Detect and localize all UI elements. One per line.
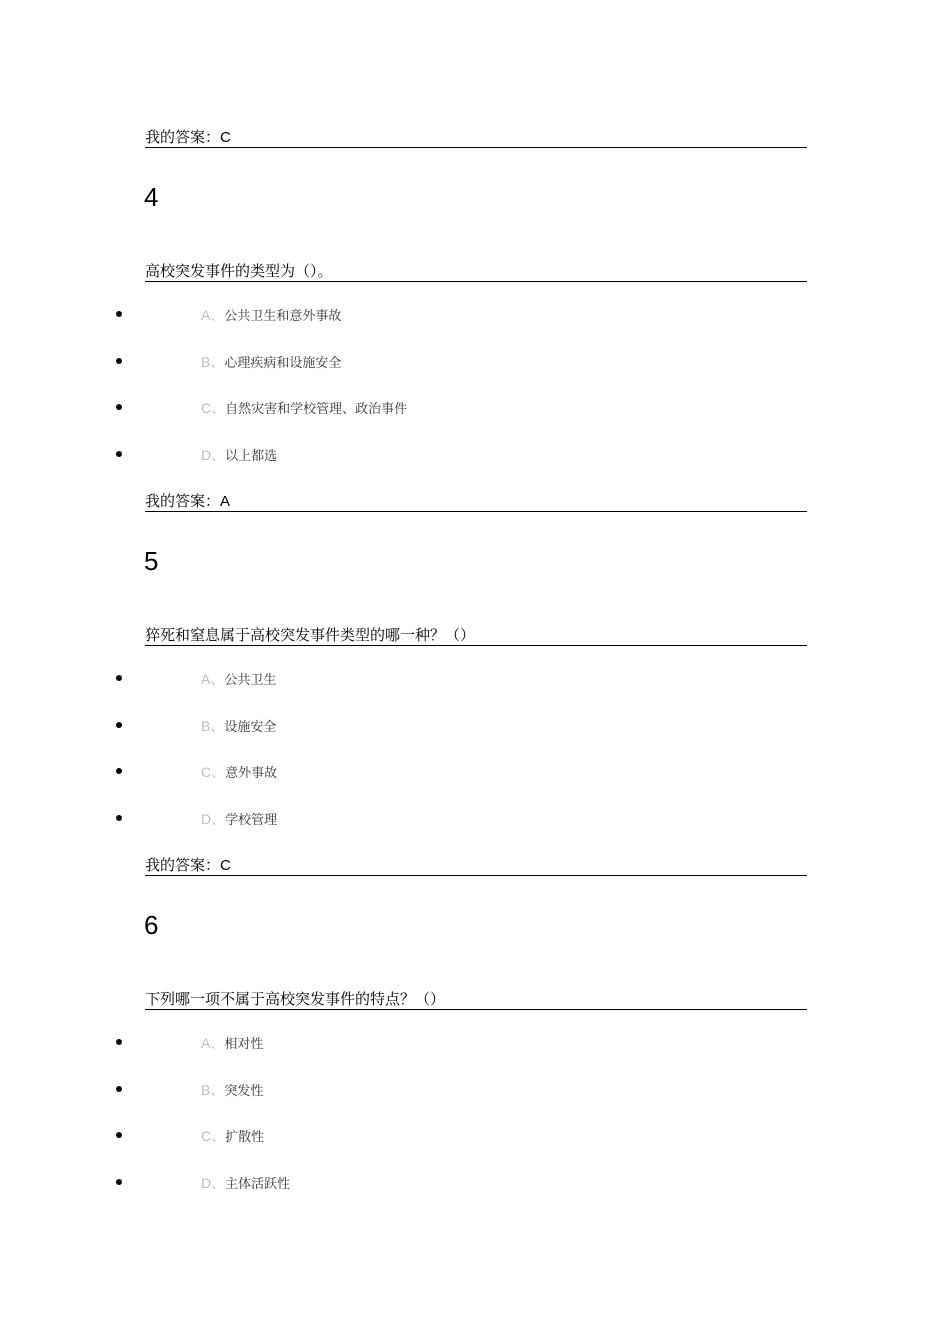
option-d[interactable]: D、学校管理: [0, 809, 950, 829]
option-letter: D: [201, 447, 212, 463]
option-label: 意外事故: [225, 766, 278, 781]
option-label: 设施安全: [224, 720, 277, 735]
question-text: 下列哪一项不属于高校突发事件的特点？（）: [145, 989, 807, 1010]
question-number: 4: [144, 182, 159, 212]
bullet-icon: [116, 675, 122, 681]
option-c[interactable]: C、扩散性: [0, 1126, 950, 1146]
option-a[interactable]: A、公共卫生: [0, 669, 950, 689]
bullet-icon: [116, 1039, 122, 1045]
my-answer-value: A: [220, 493, 231, 510]
my-answer-label: 我的答案：: [145, 492, 221, 510]
my-answer-value: C: [220, 129, 231, 146]
option-b[interactable]: B、突发性: [0, 1080, 950, 1100]
bullet-icon: [116, 1086, 122, 1092]
bullet-icon: [116, 404, 122, 410]
option-label: 自然灾害和学校管理、政治事件: [225, 402, 408, 417]
my-answer-value: C: [220, 857, 231, 874]
bullet-icon: [116, 1179, 122, 1185]
option-letter: A: [201, 671, 211, 687]
option-label: 突发性: [224, 1084, 264, 1099]
option-letter: B: [201, 1082, 211, 1098]
option-letter: D: [201, 811, 212, 827]
option-label: 公共卫生和意外事故: [224, 309, 342, 324]
option-b[interactable]: B、设施安全: [0, 716, 950, 736]
my-answer-label: 我的答案：: [145, 856, 221, 874]
option-letter: C: [201, 1128, 212, 1144]
option-label: 相对性: [224, 1037, 264, 1052]
question-text: 高校突发事件的类型为（）。: [145, 261, 807, 282]
option-letter: A: [201, 307, 211, 323]
option-letter: B: [201, 718, 211, 734]
my-answer-line: [145, 855, 807, 876]
option-label: 主体活跃性: [225, 1177, 291, 1192]
question-number: 6: [144, 910, 159, 940]
bullet-icon: [116, 722, 122, 728]
option-d[interactable]: D、主体活跃性: [0, 1173, 950, 1193]
option-label: 以上都选: [225, 449, 278, 464]
option-b[interactable]: B、心理疾病和设施安全: [0, 352, 950, 372]
bullet-icon: [116, 815, 122, 821]
option-a[interactable]: A、相对性: [0, 1033, 950, 1053]
option-letter: C: [201, 400, 212, 416]
option-label: 学校管理: [225, 813, 278, 828]
bullet-icon: [116, 451, 122, 457]
option-a[interactable]: A、公共卫生和意外事故: [0, 305, 950, 325]
question-number: 5: [144, 546, 159, 576]
bullet-icon: [116, 768, 122, 774]
option-letter: A: [201, 1035, 211, 1051]
option-label: 心理疾病和设施安全: [224, 356, 342, 371]
bullet-icon: [116, 358, 122, 364]
option-c[interactable]: C、自然灾害和学校管理、政治事件: [0, 398, 950, 418]
option-letter: C: [201, 764, 212, 780]
question-text: 猝死和窒息属于高校突发事件类型的哪一种？（）: [145, 625, 807, 646]
option-letter: B: [201, 354, 211, 370]
option-c[interactable]: C、意外事故: [0, 762, 950, 782]
my-answer-line: [145, 491, 807, 512]
option-d[interactable]: D、以上都选: [0, 445, 950, 465]
bullet-icon: [116, 1132, 122, 1138]
my-answer-label: 我的答案：: [145, 128, 221, 146]
option-label: 扩散性: [225, 1130, 265, 1145]
bullet-icon: [116, 311, 122, 317]
option-label: 公共卫生: [224, 673, 277, 688]
option-letter: D: [201, 1175, 212, 1191]
my-answer-line: [145, 127, 807, 148]
